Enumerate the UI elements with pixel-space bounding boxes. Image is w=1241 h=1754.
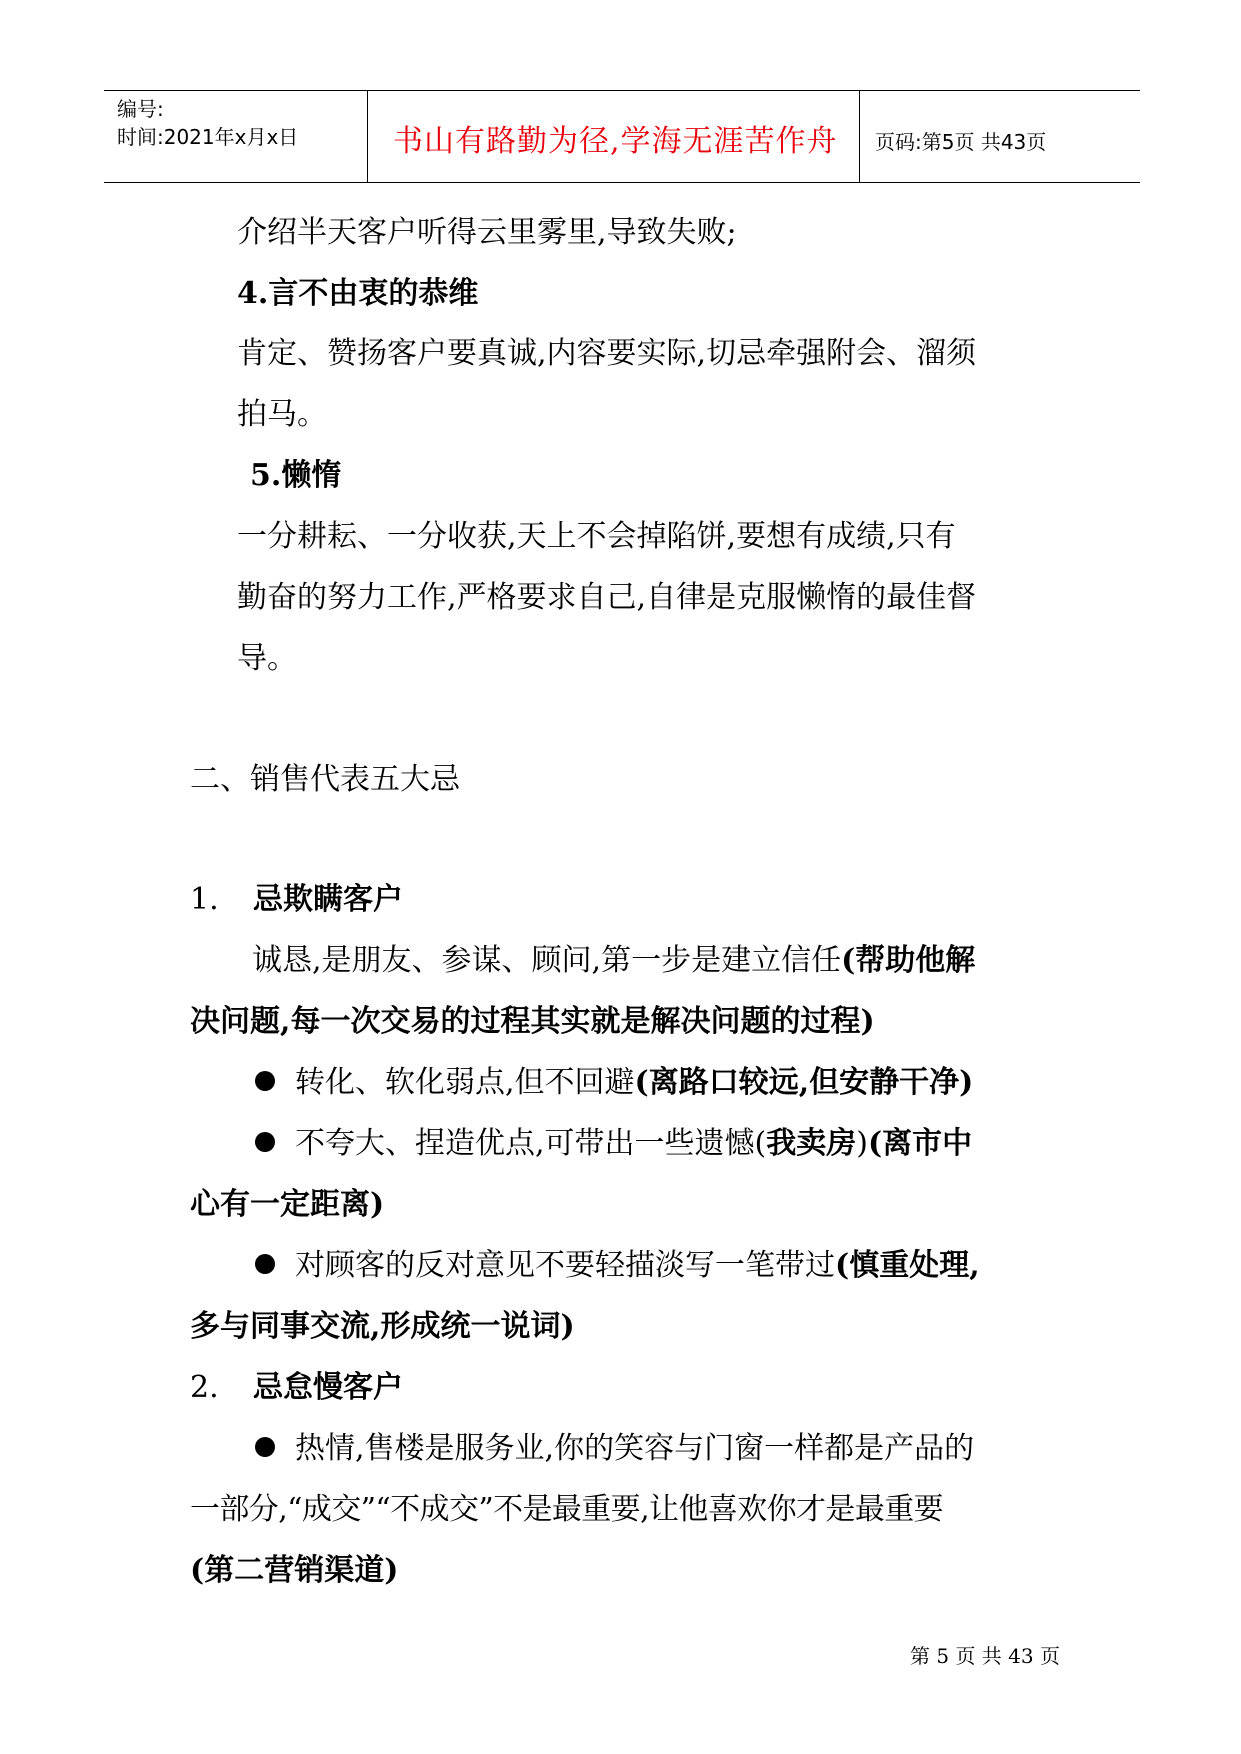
- body-line-1: 介绍半天客户听得云里雾里,导致失败;: [237, 215, 737, 250]
- bullet-3-bold: (慎重处理,: [835, 1248, 980, 1283]
- bullet-2-continued: 心有一定距离): [190, 1187, 385, 1222]
- bullet-4-bold-note: (第二营销渠道): [190, 1553, 399, 1588]
- header-time-label: 时间:2021年x月x日: [117, 125, 299, 149]
- bullet-2-normal-2: ): [856, 1126, 868, 1161]
- header-number-label: 编号:: [117, 97, 164, 121]
- bullet-1-normal: 转化、软化弱点,但不回避: [295, 1065, 635, 1100]
- header-page-label: 页码:第5页 共43页: [875, 130, 1047, 154]
- header-top-rule: [104, 90, 1140, 91]
- paragraph-1b: 决问题,每一次交易的过程其实就是解决问题的过程): [190, 1004, 875, 1039]
- bullet-2-bold-2: (离市中: [867, 1126, 973, 1161]
- header-divider-right: [859, 91, 860, 183]
- item-1-title: 忌欺瞒客户: [253, 882, 403, 917]
- bullet-dot-icon: [255, 1132, 275, 1152]
- item-2-heading: [190, 1368, 403, 1408]
- bullet-2-normal-1: 不夸大、捏造优点,可带出一些遗憾(: [295, 1126, 767, 1161]
- bullet-2: [255, 1124, 972, 1164]
- bullet-4-normal: 热情,售楼是服务业,你的笑容与门窗一样都是产品的: [295, 1431, 975, 1466]
- header-divider-left: [367, 91, 368, 183]
- item-1-number: 1.: [190, 882, 219, 917]
- bullet-1-bold: (离路口较远,但安静干净): [634, 1065, 974, 1100]
- bullet-dot-icon: [255, 1254, 275, 1274]
- bullet-1: [255, 1063, 973, 1103]
- footer-page-number: 第 5 页 共 43 页: [910, 1644, 1060, 1668]
- bullet-dot-icon: [255, 1071, 275, 1091]
- heading-insincere-flattery: 4.言不由衷的恭维: [237, 276, 479, 311]
- paragraph-1a: [252, 941, 975, 981]
- bullet-dot-icon: [255, 1437, 275, 1457]
- bullet-3-normal: 对顾客的反对意见不要轻描淡写一笔带过: [295, 1248, 835, 1283]
- header-motto: 书山有路勤为径,学海无涯苦作舟: [393, 124, 838, 159]
- body-line-8: 导。: [237, 641, 297, 676]
- body-line-6: 一分耕耘、一分收获,天上不会掉陷饼,要想有成绩,只有: [237, 519, 956, 554]
- heading-laziness: 5.懒惰: [250, 458, 342, 493]
- paragraph-1a-bold: (帮助他解: [841, 943, 976, 978]
- bullet-3: [255, 1246, 980, 1286]
- item-1-heading: [190, 880, 403, 920]
- body-line-7: 勤奋的努力工作,严格要求自己,自律是克服懒惰的最佳督: [237, 580, 977, 615]
- body-line-4: 拍马。: [237, 397, 327, 432]
- paragraph-1a-normal: 诚恳,是朋友、参谋、顾问,第一步是建立信任: [252, 943, 842, 978]
- bullet-2-bold-1: 我卖房: [766, 1126, 857, 1161]
- item-2-number: 2.: [190, 1370, 219, 1405]
- body-line-3: 肯定、赞扬客户要真诚,内容要实际,切忌牵强附会、溜须: [237, 336, 977, 371]
- bullet-4-continued: 一部分,“成交”“不成交”不是最重要,让他喜欢你才是最重要: [190, 1492, 944, 1527]
- section-heading: 二、销售代表五大忌: [190, 762, 460, 797]
- bullet-4: [255, 1429, 974, 1469]
- bullet-3-continued: 多与同事交流,形成统一说词): [190, 1309, 575, 1344]
- header-bottom-rule: [104, 182, 1140, 183]
- item-2-title: 忌怠慢客户: [253, 1370, 403, 1405]
